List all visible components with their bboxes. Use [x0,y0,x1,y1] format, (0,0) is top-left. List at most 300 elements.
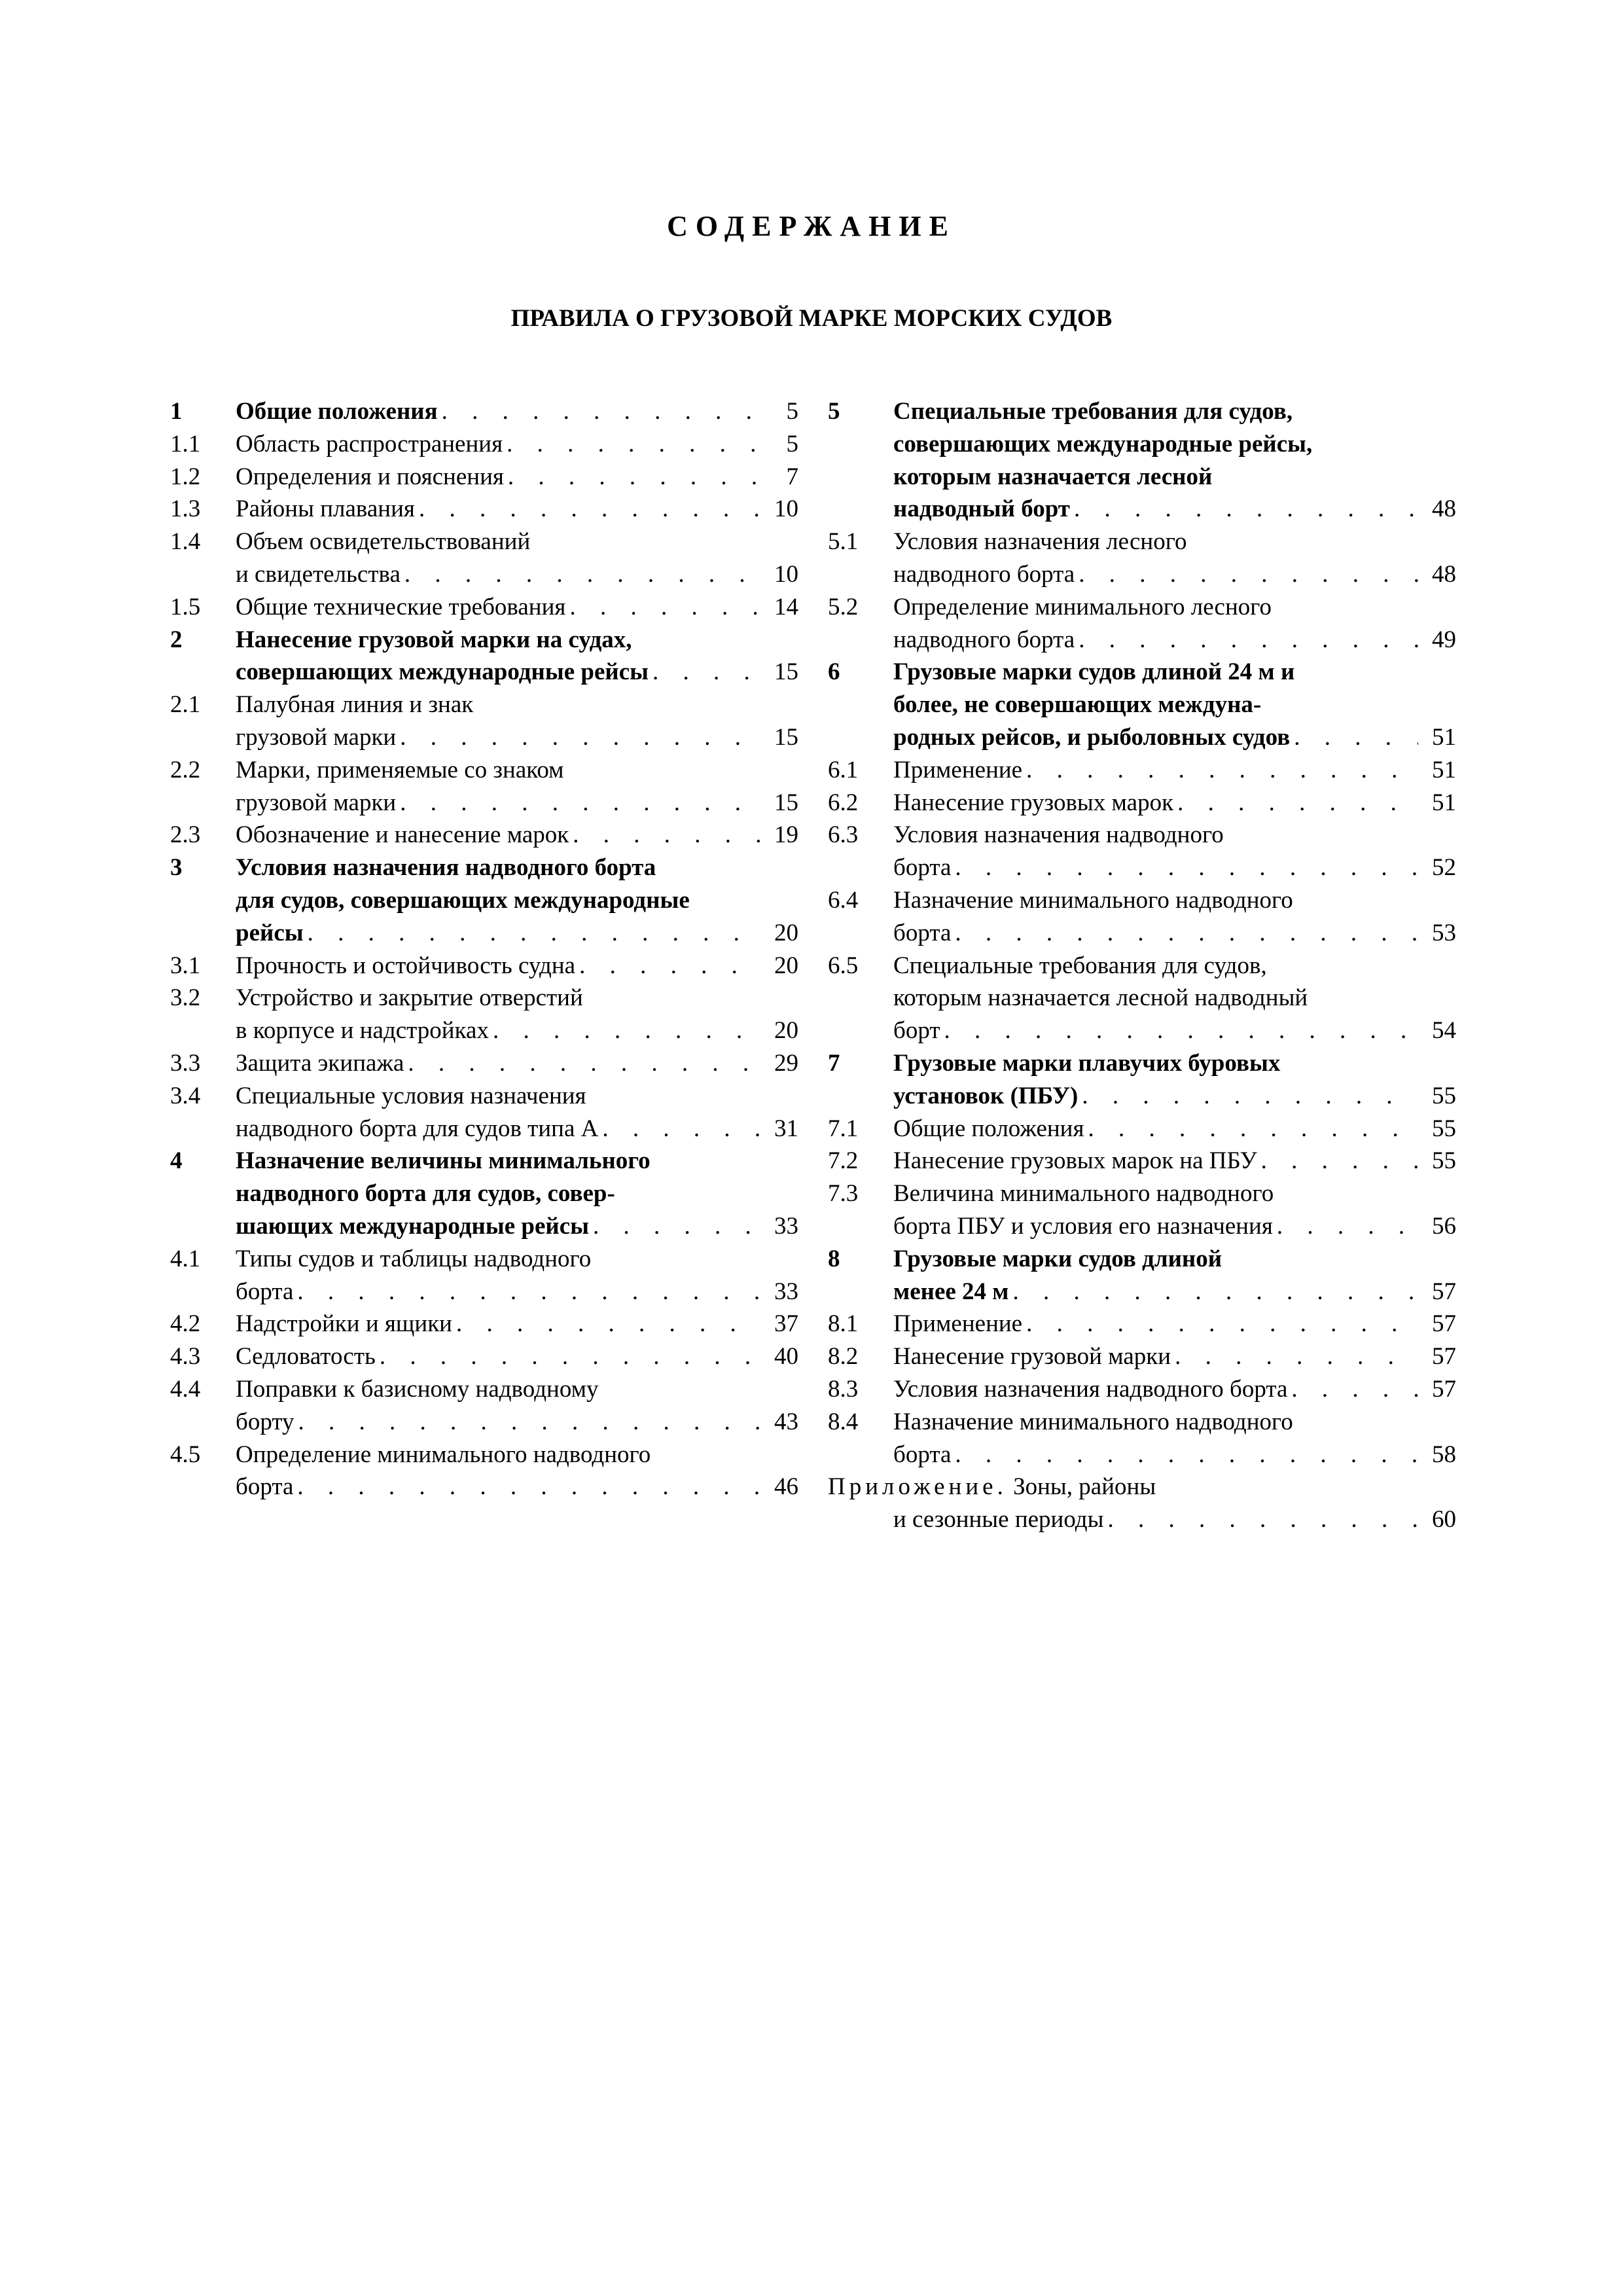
dot-leader [649,656,760,689]
toc-entry[interactable] [828,1308,1456,1340]
toc-entry-title [893,1113,1456,1145]
toc-entry-line [893,1177,1456,1210]
toc-entry-line [236,852,798,884]
toc-entry[interactable] [170,754,798,819]
toc-entry-line [893,558,1456,591]
toc-entry-line [236,493,798,526]
toc-entry[interactable] [828,1113,1456,1145]
toc-entry-line [893,1047,1456,1080]
dot-leader [951,917,1418,950]
toc-entry-line [236,1145,798,1177]
toc-entry-number: 2 [170,626,183,653]
toc-entry-text: шающих международные рейсы [236,1212,590,1240]
toc-page-number: 52 [1432,854,1456,882]
toc-page-number: 51 [1432,756,1456,783]
toc-entry-text: Назначение величины минимального [236,1147,651,1175]
dot-leader [1273,1210,1418,1243]
toc-page-number: 15 [774,658,798,686]
toc-entry-text: борту [236,1408,294,1435]
toc-page-number: 57 [1432,1375,1456,1403]
toc-page-number: 15 [774,789,798,816]
toc-entry-number: 6.3 [828,821,859,849]
toc-entry-text: Объем освидетельствований [236,528,531,556]
toc-entry[interactable] [170,1080,798,1145]
toc-entry-number: 1 [170,398,183,425]
toc-entry-text: надводного борта [893,560,1075,588]
toc-entry[interactable] [170,395,798,428]
toc-entry-number: 1.5 [170,593,201,620]
toc-entry-line [236,624,798,656]
dot-leader [1103,1503,1418,1536]
toc-page-number: 5 [786,398,798,425]
toc-entry-title [236,852,798,949]
toc-entry-number: 6.2 [828,789,859,816]
toc-page-number: 10 [774,495,798,523]
dot-leader [589,1210,760,1243]
toc-entry-number: 8.3 [828,1375,859,1403]
toc-page-number: 14 [774,593,798,620]
toc-entry-line [236,982,798,1014]
toc-entry-title [236,1308,798,1340]
toc-entry-number: 6.1 [828,756,859,783]
toc-page-number: 57 [1432,1343,1456,1371]
toc-entry-text: Седловатость [236,1343,376,1371]
dot-leader [1022,754,1418,787]
toc-entry-line [893,1014,1456,1047]
toc-entry-number: 6 [828,658,840,686]
toc-entry-line [893,689,1456,721]
toc-entry-text: Нанесение грузовых марок [893,789,1174,816]
toc-entry-title [236,1340,798,1373]
toc-entry-line [236,721,798,754]
toc-entry-text: совершающих международные рейсы [236,658,649,686]
toc-entry[interactable] [170,1373,798,1439]
toc-entry-line [893,591,1456,624]
toc-entry-text: надводный борт [893,495,1070,523]
toc-entry[interactable] [828,819,1456,884]
toc-page-number: 48 [1432,495,1456,523]
toc-page-number: 20 [774,919,798,946]
toc-entry-line [893,721,1456,754]
toc-page-number: 20 [774,1017,798,1045]
toc-entry-text: Марки, применяемые со знаком [236,756,564,783]
toc-entry-title [893,591,1456,656]
toc-entry-line [893,1243,1456,1276]
toc-entry-number: 1.3 [170,495,201,523]
toc-entry-text: Применение [893,1310,1023,1338]
toc-page-number: 20 [774,952,798,979]
toc-entry-number: 2.2 [170,756,201,783]
toc-page-number: 33 [774,1212,798,1240]
toc-entry-line [236,917,798,950]
toc-page-number: 40 [774,1343,798,1371]
toc-entry-line [236,1308,798,1340]
dot-leader [1022,1308,1418,1340]
toc-page-number: 57 [1432,1278,1456,1305]
toc-entry-line [893,1210,1456,1243]
toc-entry-text: надводного борта для судов, совер- [236,1180,615,1208]
dot-leader [376,1340,760,1373]
toc-entry-line [236,689,798,721]
toc-entry-text: борта [236,1278,294,1305]
toc-entry-line [236,819,798,852]
toc-entry-number: 7.1 [828,1115,859,1142]
toc-entry-line [893,917,1456,950]
toc-entry-number: 7.2 [828,1147,859,1175]
toc-entry[interactable] [170,461,798,493]
toc-entry[interactable] [828,526,1456,591]
dot-leader [1075,624,1418,656]
toc-entry-title [236,395,798,428]
toc-entry[interactable] [828,656,1456,753]
toc-entry-text: Грузовые марки судов длиной [893,1245,1222,1272]
appendix-label: Приложение. [828,1473,1007,1501]
toc-entry-title [236,1439,798,1504]
dot-leader [1173,787,1418,819]
toc-entry-line [893,852,1456,884]
toc-entry-line [893,884,1456,917]
toc-entry-number: 8.1 [828,1310,859,1338]
dot-leader [1070,493,1418,526]
toc-entry-title [236,461,798,493]
toc-entry[interactable] [170,493,798,526]
toc-entry[interactable] [828,1406,1456,1471]
toc-entry-text: борта [893,919,952,946]
toc-entry-title [236,1145,798,1242]
toc-entry-text: борта ПБУ и условия его назначения [893,1212,1273,1240]
toc-entry-text: Условия назначения надводного [893,821,1224,849]
toc-entry[interactable] [170,689,798,754]
dot-leader [452,1308,760,1340]
toc-entry-title [893,787,1456,819]
toc-entry-number: 1.1 [170,430,201,457]
toc-entry-number: 4.5 [170,1441,201,1468]
toc-entry-number: 7.3 [828,1180,859,1208]
dot-leader [1078,1080,1418,1113]
toc-entry-title [893,1177,1456,1243]
dot-leader [304,917,760,950]
toc-entry[interactable] [170,852,798,949]
toc-entry-text: Прочность и остойчивость судна [236,952,576,979]
dot-leader [438,395,760,428]
dot-leader [569,819,760,852]
dot-leader [1075,558,1418,591]
toc-entry[interactable] [828,1373,1456,1406]
toc-entry[interactable] [170,982,798,1047]
toc-entry-number: 4.4 [170,1375,201,1403]
toc-entry[interactable] [828,1243,1456,1308]
toc-entry-number: 2.1 [170,691,201,719]
toc-left-column [170,395,798,1503]
toc-entry-text: Надстройки и ящики [236,1310,452,1338]
toc-entry-line [893,819,1456,852]
toc-page-number: 43 [774,1408,798,1435]
toc-entry-number: 5.1 [828,528,859,556]
toc-entry-text: грузовой марки [236,789,397,816]
toc-entry[interactable] [170,591,798,624]
toc-page-number: 7 [786,463,798,490]
toc-entry[interactable] [828,1145,1456,1177]
toc-entry-text: в корпусе и надстройках [236,1017,489,1045]
toc-entry-text: менее 24 м [893,1278,1009,1305]
toc-entry-line [236,428,798,461]
toc-entry[interactable] [170,819,798,852]
toc-page-number: 10 [774,560,798,588]
toc-page-number: 19 [774,821,798,849]
toc-page-number: 58 [1432,1441,1456,1468]
toc-entry-text: Типы судов и таблицы надводного [236,1245,592,1272]
toc-entry-line [236,1373,798,1406]
toc-entry-text: Определение минимального лесного [893,593,1272,620]
toc-entry[interactable] [170,1340,798,1373]
toc-entry-line [893,1276,1456,1308]
toc-entry[interactable] [828,591,1456,656]
toc-entry-title [236,819,798,852]
toc-entry-text: установок (ПБУ) [893,1082,1079,1109]
toc-entry-title [893,1373,1456,1406]
toc-entry-text: рейсы [236,919,304,946]
toc-entry-text: более, не совершающих междуна- [893,691,1262,719]
toc-page-number: 49 [1432,626,1456,653]
toc-page-number: 55 [1432,1147,1456,1175]
dot-leader [565,591,760,624]
toc-entry-line [236,1276,798,1308]
toc-entry-text: Нанесение грузовых марок на ПБУ [893,1147,1257,1175]
toc-entry-line [236,1471,798,1503]
toc-page-number: 60 [1432,1506,1456,1534]
toc-entry-title [893,656,1456,753]
toc-entry-title [893,884,1456,950]
toc-entry-text: Условия назначения надводного борта [893,1375,1288,1403]
toc-entry-text: Определение минимального надводного [236,1441,651,1468]
toc-entry-title [236,689,798,754]
toc-entry-number: 5.2 [828,593,859,620]
toc-entry-number: 2.3 [170,821,201,849]
toc-entry-line [893,461,1456,493]
toc-entry-line [828,1471,1456,1503]
toc-entry-title [893,1145,1456,1177]
toc-entry-text: Определения и пояснения [236,463,504,490]
dot-leader [951,852,1418,884]
toc-entry-number: 5 [828,398,840,425]
toc-entry-number: 8.2 [828,1343,859,1371]
toc-entry-line [893,754,1456,787]
toc-page-number: 48 [1432,560,1456,588]
toc-entry[interactable] [170,428,798,461]
toc-entry-line [236,1406,798,1439]
toc-entry-line [236,1177,798,1210]
toc-right-column [828,395,1456,1536]
toc-entry-text: которым назначается лесной [893,463,1213,490]
toc-entry[interactable] [828,395,1456,526]
toc-entry-text: Зоны, районы [1013,1473,1156,1501]
toc-entry-title [236,1047,798,1080]
toc-entry[interactable] [828,884,1456,950]
dot-leader [1287,1373,1418,1406]
toc-entry-number: 3 [170,854,183,882]
toc-entry-title [893,1047,1456,1113]
toc-entry-text: Защита экипажа [236,1049,404,1077]
toc-entry-line [236,526,798,558]
toc-entry-text: Общие положения [236,398,438,425]
toc-entry[interactable] [170,1047,798,1080]
toc-entry-title [236,1080,798,1145]
toc-entry-line [236,1080,798,1113]
toc-entry-text: Районы плавания [236,495,415,523]
toc-entry-title [893,1406,1456,1471]
toc-entry-number: 4 [170,1147,183,1175]
toc-entry-title [236,428,798,461]
toc-entry-text: Специальные требования для судов, [893,952,1267,979]
dot-leader [396,721,760,754]
toc-entry[interactable] [828,1471,1456,1536]
toc-entry[interactable] [828,1340,1456,1373]
toc-entry-line [236,558,798,591]
toc-page-number: 54 [1432,1017,1456,1045]
toc-entry-line [236,1340,798,1373]
toc-entry-text: Величина минимального надводного [893,1180,1274,1208]
toc-entry[interactable] [828,787,1456,819]
toc-entry-line [893,982,1456,1014]
toc-entry-title [236,493,798,526]
toc-entry[interactable] [828,950,1456,1047]
toc-entry-line [893,1406,1456,1439]
toc-entry-number: 1.2 [170,463,201,490]
toc-entry-title [236,982,798,1047]
toc-entry-line [893,1439,1456,1471]
dot-leader [1171,1340,1418,1373]
dot-leader [575,950,760,982]
toc-entry-text: Поправки к базисному надводному [236,1375,599,1403]
toc-entry-line [893,1080,1456,1113]
dot-leader [504,461,760,493]
toc-entry-line [893,1113,1456,1145]
toc-entry[interactable] [828,754,1456,787]
toc-entry-line [893,1308,1456,1340]
toc-entry-title [236,754,798,819]
toc-entry[interactable] [170,950,798,982]
toc-page-number: 51 [1432,789,1456,816]
toc-entry-text: Назначение минимального надводного [893,886,1293,914]
toc-entry-line [893,1145,1456,1177]
toc-entry[interactable] [170,1145,798,1242]
toc-entry-text: Нанесение грузовой марки на судах, [236,626,632,653]
toc-entry-number: 3.4 [170,1082,201,1109]
toc-entry-title [893,754,1456,787]
toc-entry-line [893,1373,1456,1406]
toc-entry-line [236,1210,798,1243]
toc-entry-line [893,787,1456,819]
dot-leader [598,1113,760,1145]
toc-entry-text: надводного борта [893,626,1075,653]
toc-entry-line [236,591,798,624]
toc-entry-line [893,1340,1456,1373]
toc-entry-text: и сезонные периоды [893,1506,1104,1534]
dot-leader [396,787,760,819]
toc-entry-number: 4.1 [170,1245,201,1272]
toc-page-number: 33 [774,1278,798,1305]
toc-entry[interactable] [170,526,798,591]
toc-entry-line [236,395,798,428]
toc-entry[interactable] [828,1047,1456,1113]
toc-entry-title [236,1373,798,1439]
toc-entry[interactable] [170,1439,798,1504]
toc-entry-title [893,819,1456,884]
toc-entry-line [236,461,798,493]
toc-entry-title [236,950,798,982]
toc-entry-title [893,1243,1456,1308]
toc-entry-text: Назначение минимального надводного [893,1408,1293,1435]
toc-entry-number: 4.2 [170,1310,201,1338]
toc-entry[interactable] [170,1308,798,1340]
toc-page-number: 37 [774,1310,798,1338]
toc-entry-line [893,395,1456,428]
toc-entry-number: 6.5 [828,952,859,979]
toc-entry-number: 4.3 [170,1343,201,1371]
toc-entry-number: 6.4 [828,886,859,914]
toc-entry[interactable] [170,624,798,689]
dot-leader [1257,1145,1418,1177]
toc-page-number: 31 [774,1115,798,1142]
toc-entry-line [236,950,798,982]
dot-leader [293,1276,760,1308]
toc-entry[interactable] [828,1177,1456,1243]
toc-entry-line [828,1503,1456,1536]
toc-entry-text: Палубная линия и знак [236,691,474,719]
toc-page-number: 51 [1432,723,1456,751]
toc-entry-text: Специальные условия назначения [236,1082,586,1109]
toc-entry-number: 3.3 [170,1049,201,1077]
dot-leader [401,558,760,591]
toc-page-number: 57 [1432,1310,1456,1338]
toc-entry-line [236,656,798,689]
toc-entry-number: 3.2 [170,984,201,1012]
toc-entry-title [236,624,798,689]
toc-entry-text: борта [893,1441,952,1468]
toc-entry-text: борта [236,1473,294,1501]
toc-page-number: 29 [774,1049,798,1077]
toc-entry-text: грузовой марки [236,723,397,751]
toc-entry-line [893,493,1456,526]
dot-leader [404,1047,760,1080]
toc-entry-text: Специальные требования для судов, [893,398,1293,425]
toc-entry-text: Нанесение грузовой марки [893,1343,1171,1371]
toc-entry-title [828,1471,1456,1536]
toc-entry-line [236,787,798,819]
toc-entry-text: совершающих международные рейсы, [893,430,1313,457]
toc-entry-text: Грузовые марки судов длиной 24 м и [893,658,1295,686]
toc-entry-number: 8 [828,1245,840,1272]
toc-entry-line [893,656,1456,689]
toc-entry-text: Обозначение и нанесение марок [236,821,569,849]
dot-leader [951,1439,1418,1471]
toc-entry-text: которым назначается лесной надводный [893,984,1308,1012]
toc-entry-text: Устройство и закрытие отверстий [236,984,583,1012]
toc-page-number: 55 [1432,1082,1456,1109]
toc-entry-text: Область распространения [236,430,503,457]
dot-leader [1290,721,1418,754]
toc-entry-text: Условия назначения надводного борта [236,854,656,882]
toc-entry-text: борт [893,1017,940,1045]
toc-entry-number: 3.1 [170,952,201,979]
toc-entry-number: 1.4 [170,528,201,556]
toc-entry-text: для судов, совершающих международные [236,886,690,914]
toc-entry-title [236,526,798,591]
toc-entry[interactable] [170,1243,798,1308]
toc-entry-line [236,1047,798,1080]
dot-leader [1084,1113,1418,1145]
toc-entry-line [236,884,798,917]
